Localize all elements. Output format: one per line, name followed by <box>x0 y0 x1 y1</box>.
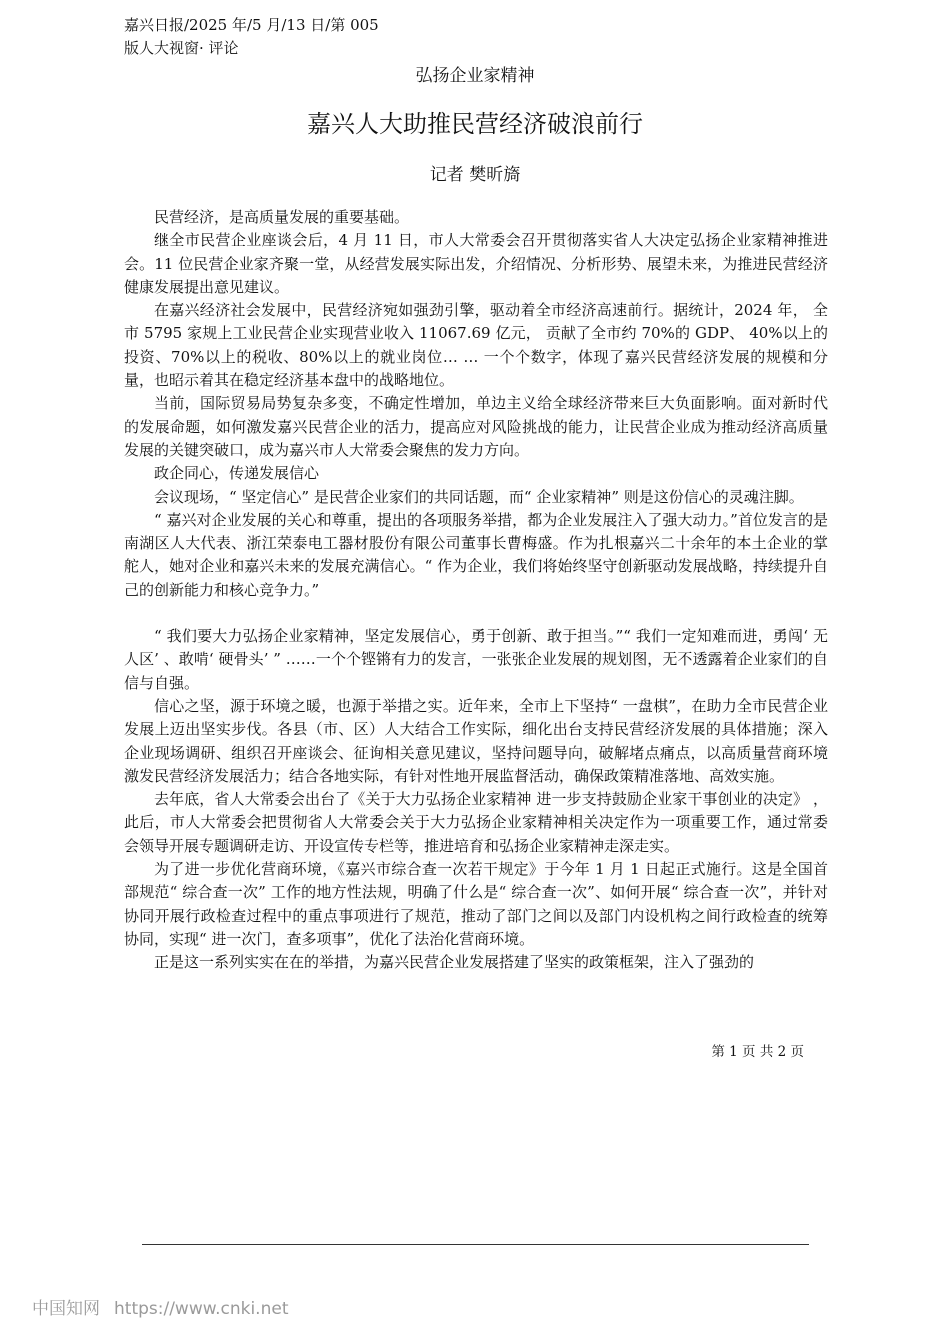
paragraph: 当前，国际贸易局势复杂多变，不确定性增加，单边主义给全球经济带来巨大负面影响。面对新时代的发展命题，如何激发嘉兴民营企业的活力，提高应对风险挑战的能力，让民营企业成为推动经济高质量发展的关键突破口，成为嘉兴市人大常委会聚焦的发力方向。 <box>124 394 828 459</box>
paragraph: 正是这一系列实实在在的举措，为嘉兴民营企业发展搭建了坚实的政策框架，注入了强劲的 <box>154 953 755 972</box>
paragraph: “ 我们要大力弘扬企业家精神，坚定发展信心，勇于创新、敢于担当。”“ 我们一定知难而进，勇闯‘ 无人区’ 、敢啃‘ 硬骨头’ ” ……一个个铿锵有力的发言，一张张企业发展的规划图，无不透露着企业家们的自信与自强。 <box>124 627 828 692</box>
article-body <box>124 206 828 975</box>
paragraph: 在嘉兴经济社会发展中，民营经济宛如强劲引擎，驱动着全市经济高速前行。据统计，2024 年， 全市 5795 家规上工业民营企业实现营业收入 11067.69 亿元， 贡献了全市约 70%的 GDP、 40%以上的投资、70%以上的税收、80%以上的就业岗位… … 一个个数字，体现了嘉兴民营经济发展的规模和分量，也昭示着其在稳定经济基本盘中的战略地位。 <box>124 301 828 390</box>
watermark <box>32 1294 288 1319</box>
paragraph: 信心之坚，源于环境之暖，也源于举措之实。近年来，全市上下坚持“ 一盘棋”，在助力全市民营企业发展上迈出坚实步伐。各县（市、区）人大结合工作实际，细化出台支持民营经济发展的具体措施；深入企业现场调研、组织召开座谈会、征询相关意见建议，坚持问题导向，破解堵点痛点，以高质量营商环境激发民营经济发展活力；结合各地实际，有针对性地开展监督活动，确保政策精准落地、高效实施。 <box>124 696 828 785</box>
paragraph: 民营经济，是高质量发展的重要基础。 <box>154 208 410 226</box>
section-label: 版人大视窗· 评论 <box>124 39 239 57</box>
footer-divider <box>142 1244 809 1245</box>
article-kicker: 弘扬企业家精神 <box>415 66 535 86</box>
publication-source: 嘉兴日报/2025 年/5 月/13 日/第 005 <box>124 16 379 34</box>
watermark-brand: 中国知网 <box>32 1299 100 1319</box>
paragraph: 会议现场，“ 坚定信心” 是民营企业家们的共同话题，而“ 企业家精神” 则是这份信心的灵魂注脚。 <box>154 487 804 506</box>
paragraph: 继全市民营企业座谈会后，4 月 11 日，市人大常委会召开贯彻落实省人大决定弘扬企业家精神推进会。11 位民营企业家齐聚一堂，从经营发展实际出发，介绍情况、分析形势、展望未来，为推进民营经济健康发展提出意见建议。 <box>124 231 828 296</box>
watermark-url: https://www.cnki.net <box>114 1299 289 1319</box>
subheading: 政企同心，传递发展信心 <box>154 464 320 483</box>
article-byline: 记者 樊昕旖 <box>429 165 521 185</box>
paragraph: 为了进一步优化营商环境，《嘉兴市综合查一次若干规定》于今年 1 月 1 日起正式施行。这是全国首部规范“ 综合查一次” 工作的地方性法规，明确了什么是“ 综合查一次”、如何开展“ 综合查一次”，并针对协同开展行政检查过程中的重点事项进行了规范，推动了部门之间以及部门内设机构之间行政检查的统筹协同，实现“ 进一次门，查多项事”，优化了法治化营商环境。 <box>124 860 828 948</box>
paragraph: “ 嘉兴对企业发展的关心和尊重，提出的各项服务举措，都为企业发展注入了强大动力。”首位发言的是南湖区人大代表、浙江荣泰电工器材股份有限公司董事长曹梅盛。作为扎根嘉兴二十余年的本土企业的掌舵人，她对企业和嘉兴未来的发展充满信心。“ 作为企业，我们将始终坚守创新驱动发展战略，持续提升自己的创新能力和核心竞争力。” <box>124 510 828 599</box>
page-indicator: 第 1 页 共 2 页 <box>711 1044 804 1060</box>
paragraph: 去年底，省人大常委会出台了《关于大力弘扬企业家精神 进一步支持鼓励企业家干事创业的决定》 ，此后，市人大常委会把贯彻省人大常委会关于大力弘扬企业家精神相关决定作为一项重要工作，通过常委会领导开展专题调研走访、开设宣传专栏等，推进培育和弘扬企业家精神走深走实。 <box>124 790 828 855</box>
article-title: 嘉兴人大助推民营经济破浪前行 <box>307 110 643 138</box>
